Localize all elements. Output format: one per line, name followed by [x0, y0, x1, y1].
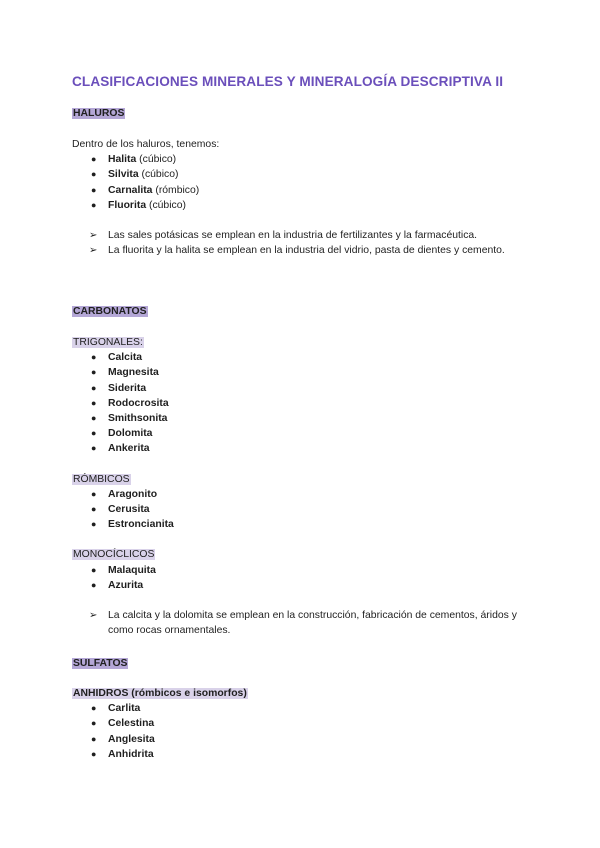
bullet-icon: ● — [91, 352, 97, 363]
bullet-icon: ● — [91, 564, 97, 575]
list-item — [72, 167, 532, 182]
bullet-icon: ● — [91, 703, 97, 714]
mineral-name: Estroncianita — [108, 519, 174, 531]
note-text: La fluorita y la halita se emplean en la industria del vidrio, pasta de dientes y cemento. — [108, 245, 505, 257]
mineral-name: Dolomita — [108, 428, 153, 440]
subheading-rombicos: RÓMBICOS — [73, 473, 130, 485]
haluros-notes — [72, 228, 532, 258]
list-item — [72, 747, 532, 762]
mineral-name: Anglesita — [108, 733, 155, 745]
section-heading-sulfatos: SULFATOS — [73, 658, 128, 669]
bullet-icon: ● — [91, 748, 97, 759]
section-heading-haluros: HALUROS — [73, 108, 125, 119]
section-haluros — [72, 106, 125, 121]
list-item — [72, 350, 532, 365]
list-item — [72, 502, 532, 517]
rombicos-list — [72, 487, 532, 533]
list-item — [72, 365, 532, 380]
list-item — [72, 517, 532, 532]
mineral-name: Siderita — [108, 382, 147, 394]
subheading-anhidros: ANHIDROS (rómbicos e isomorfos) — [73, 688, 247, 699]
bullet-icon: ● — [91, 169, 97, 180]
mineral-note: (rómbico) — [152, 184, 200, 196]
list-item — [72, 426, 532, 441]
note-text: Las sales potásicas se emplean en la industria de fertilizantes y la farmacéutica. — [108, 230, 478, 242]
list-item — [72, 732, 532, 747]
mineral-name: Malaquita — [108, 564, 156, 576]
haluros-intro: Dentro de los haluros, tenemos: — [72, 139, 220, 150]
bullet-icon: ● — [91, 733, 97, 744]
mineral-note: (cúbico) — [146, 199, 186, 211]
bullet-icon: ● — [91, 397, 97, 408]
haluros-content — [72, 137, 532, 258]
arrow-bullet-icon: ➢ — [89, 245, 98, 257]
list-item — [72, 381, 532, 396]
list-item — [72, 183, 532, 198]
list-item — [72, 152, 532, 167]
note-text: La calcita y la dolomita se emplean en la construcción, fabricación de cementos, áridos y como rocas ornamentales. — [108, 610, 517, 637]
mineral-name: Calcita — [108, 352, 143, 364]
bullet-icon: ● — [91, 519, 97, 530]
bullet-icon: ● — [91, 718, 97, 729]
mineral-name: Rodocrosita — [108, 397, 169, 409]
section-carbonatos — [72, 304, 148, 319]
monociclicos-list — [72, 563, 532, 593]
mineral-name: Aragonito — [108, 488, 158, 500]
list-item — [72, 578, 532, 593]
mineral-name: Cerusita — [108, 504, 150, 516]
mineral-name: Anhidrita — [108, 748, 154, 760]
bullet-icon: ● — [91, 443, 97, 454]
note-item — [72, 228, 532, 243]
list-item — [72, 411, 532, 426]
list-item — [72, 563, 532, 578]
carbonatos-content — [72, 335, 532, 638]
bullet-icon: ● — [91, 184, 97, 195]
note-item — [72, 243, 532, 258]
mineral-name: Carlita — [108, 703, 141, 715]
mineral-name: Magnesita — [108, 367, 159, 379]
arrow-bullet-icon: ➢ — [89, 230, 98, 242]
mineral-name: Smithsonita — [108, 413, 168, 425]
mineral-name: Azurita — [108, 579, 144, 591]
carbonatos-notes — [72, 608, 532, 638]
list-item — [72, 701, 532, 716]
subheading-monociclicos: MONOCÍCLICOS — [73, 549, 155, 561]
bullet-icon: ● — [91, 382, 97, 393]
section-heading-carbonatos: CARBONATOS — [73, 306, 147, 317]
bullet-icon: ● — [91, 154, 97, 165]
list-item — [72, 198, 532, 213]
arrow-bullet-icon: ➢ — [89, 610, 98, 622]
bullet-icon: ● — [91, 199, 97, 210]
section-sulfatos — [72, 656, 128, 671]
bullet-icon: ● — [91, 488, 97, 499]
list-item — [72, 487, 532, 502]
mineral-name: Halita — [108, 154, 137, 166]
mineral-name: Fluorita — [108, 199, 147, 211]
bullet-icon: ● — [91, 428, 97, 439]
subheading-trigonales: TRIGONALES: — [73, 337, 143, 348]
bullet-icon: ● — [91, 504, 97, 515]
bullet-icon: ● — [91, 367, 97, 378]
list-item — [72, 396, 532, 411]
mineral-name: Silvita — [108, 169, 139, 181]
mineral-name: Ankerita — [108, 443, 150, 455]
anhidros-list — [72, 701, 532, 762]
trigonales-list — [72, 350, 532, 456]
list-item — [72, 441, 532, 456]
note-item — [72, 608, 532, 638]
mineral-name: Carnalita — [108, 184, 153, 196]
haluros-list — [72, 152, 532, 213]
mineral-note: (cúbico) — [136, 154, 177, 166]
bullet-icon: ● — [91, 413, 97, 424]
mineral-name: Celestina — [108, 718, 155, 730]
page-title: CLASIFICACIONES MINERALES Y MINERALOGÍA DESCRIPTIVA II — [72, 74, 504, 89]
sulfatos-content — [72, 686, 532, 762]
list-item — [72, 716, 532, 731]
mineral-note: (cúbico) — [138, 169, 179, 181]
bullet-icon: ● — [91, 579, 97, 590]
